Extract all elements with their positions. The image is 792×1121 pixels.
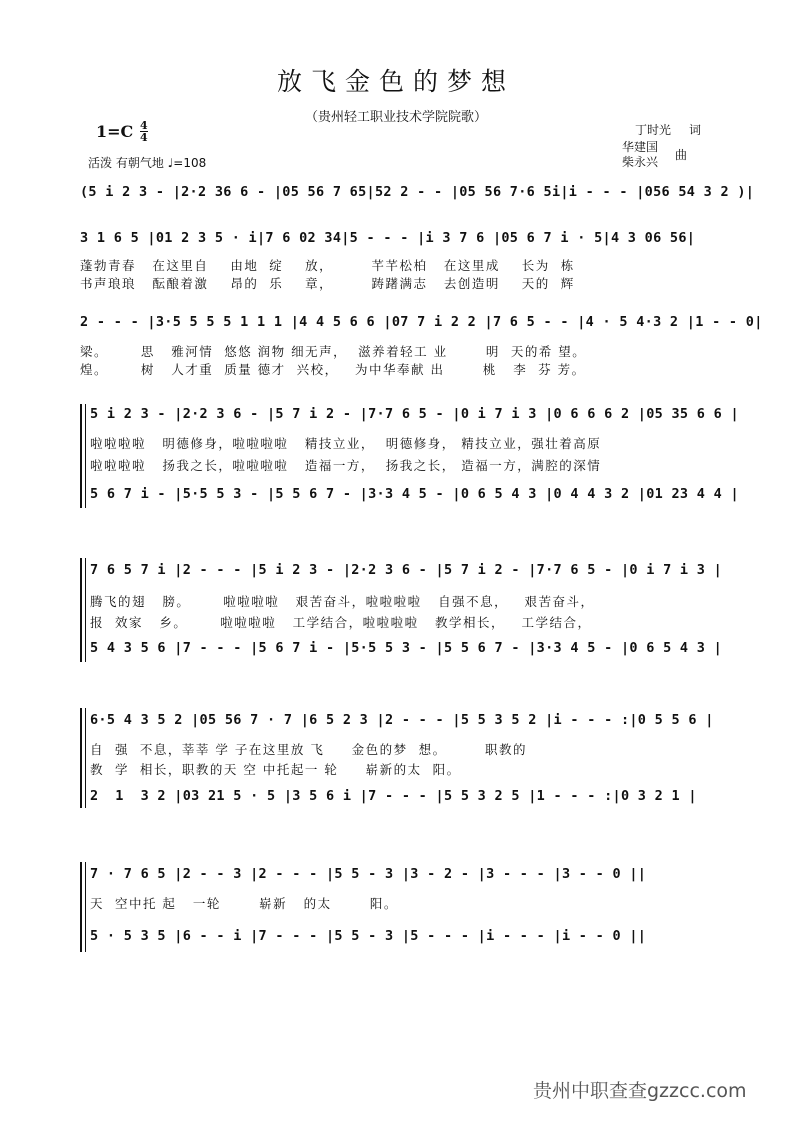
time-signature-top: 4 (140, 119, 148, 132)
page-title: 放飞金色的梦想 (276, 67, 515, 96)
composer-name-1: 华建国 (622, 140, 659, 154)
system-bracket (80, 404, 82, 508)
key-signature: 1=C (96, 122, 134, 141)
lyric-verse-1: 自 强 不息，莘莘 学 子在这里放 飞 金色的梦 想。 职教的 (90, 742, 527, 757)
time-signature (140, 120, 148, 143)
score-system-2 (80, 312, 763, 382)
lyric-verse-2: 教 学 相长，职教的天 空 中托起一 轮 崭新的太 阳。 (90, 762, 461, 777)
lyric-verse-1: 腾飞的翅 膀。 啦啦啦啦 艰苦奋斗，啦啦啦啦 自强不息， 艰苦奋斗， (90, 594, 595, 609)
time-signature-bottom: 4 (140, 131, 148, 144)
composer-role: 曲 (675, 148, 688, 162)
lyric-verse-2: 书声琅琅 酝酿着激 昂的 乐 章， 踌躇满志 去创造明 天的 辉 (80, 276, 575, 291)
system-bracket (80, 708, 82, 808)
score-system-1 (80, 226, 720, 296)
tempo-marking: 活泼 有朝气地 ♩=108 (88, 156, 207, 170)
notes-lower-voice: 5 6 7 i - |5·5 5 3 - |5 5 6 7 - |3·3 4 5 - |0 6 5 4 3 |0 4 4 3 2 |01 23 4 4 | (90, 486, 739, 502)
notes-line: (5 i 2 3 - |2·2 36 6 - |05 56 7 65|52 2 - - |05 56 7·6 5i|i - - - |056 54 3 2 )| (80, 184, 755, 200)
score-system-5 (80, 708, 720, 818)
watermark: 贵州中职查查gzzcc.com (533, 1080, 747, 1102)
score-system-intro (80, 180, 755, 220)
system-bracket-inner (85, 862, 86, 952)
lyric-verse-1: 啦啦啦啦 明德修身，啦啦啦啦 精技立业， 明德修身， 精技立业，强壮着高原 (90, 436, 602, 451)
notes-lower-voice: 2 1 3 2 |03 21 5 · 5 |3 5 6 i |7 - - - |5 5 3 2 5 |1 - - - :|0 3 2 1 | (90, 788, 697, 804)
notes-upper-voice: 6·5 4 3 5 2 |05 56 7 · 7 |6 5 2 3 |2 - - - |5 5 3 5 2 |i - - - :|0 5 5 6 | (90, 712, 714, 728)
lyric-verse-2: 煌。 树 人才重 质量 德才 兴校， 为中华奉献 出 桃 李 芬 芳。 (80, 362, 586, 377)
notes-line: 2 - - - |3·5 5 5 5 1 1 1 |4 4 5 6 6 |07 7 i 2 2 |7 6 5 - - |4 · 5 4·3 2 |1 - - 0| (80, 314, 763, 330)
lyric-verse-2: 啦啦啦啦 扬我之长，啦啦啦啦 造福一方， 扬我之长， 造福一方，满腔的深情 (90, 458, 602, 473)
composer-name-2: 柴永兴 (622, 155, 659, 169)
notes-lower-voice: 5 · 5 3 5 |6 - - i |7 - - - |5 5 - 3 |5 - - - |i - - - |i - - 0 || (90, 928, 647, 944)
notes-upper-voice: 5 i 2 3 - |2·2 3 6 - |5 7 i 2 - |7·7 6 5 - |0 i 7 i 3 |0 6 6 6 2 |05 35 6 6 | (90, 406, 739, 422)
notes-upper-voice: 7 6 5 7 i |2 - - - |5 i 2 3 - |2·2 3 6 - |5 7 i 2 - |7·7 6 5 - |0 i 7 i 3 | (90, 562, 723, 578)
page-subtitle: （贵州轻工职业技术学院院歌） (304, 110, 487, 125)
lyric-verse-2: 报 效家 乡。 啦啦啦啦 工学结合，啦啦啦啦 教学相长， 工学结合， (90, 615, 592, 630)
lyric-verse-1: 蓬勃青春 在这里自 由地 绽 放， 芊芊松柏 在这里成 长为 栋 (80, 258, 575, 273)
score-system-6 (80, 862, 720, 952)
notes-lower-voice: 5 4 3 5 6 |7 - - - |5 6 7 i - |5·5 5 3 - |5 5 6 7 - |3·3 4 5 - |0 6 5 4 3 | (90, 640, 723, 656)
lyric-verse-1: 天 空中托 起 一轮 崭新 的太 阳。 (90, 896, 398, 911)
notes-upper-voice: 7 · 7 6 5 |2 - - 3 |2 - - - |5 5 - 3 |3 - 2 - |3 - - - |3 - - 0 || (90, 866, 647, 882)
lyric-verse-1: 梁。 思 雅河情 悠悠 润物 细无声， 滋养着轻工 业 明 天的希 望。 (80, 344, 587, 359)
system-bracket-inner (85, 708, 86, 808)
system-bracket (80, 862, 82, 952)
score-system-4 (80, 558, 723, 668)
system-bracket-inner (85, 558, 86, 662)
notes-line: 3 1 6 5 |01 2 3 5 · i|7 6 02 34|5 - - - |i 3 7 6 |05 6 7 i · 5|4 3 06 56| (80, 230, 696, 246)
system-bracket-inner (85, 404, 86, 508)
lyricist-name: 丁时光 (635, 123, 672, 137)
system-bracket (80, 558, 82, 662)
score-system-3 (80, 404, 739, 514)
lyricist-role: 词 (689, 123, 702, 137)
